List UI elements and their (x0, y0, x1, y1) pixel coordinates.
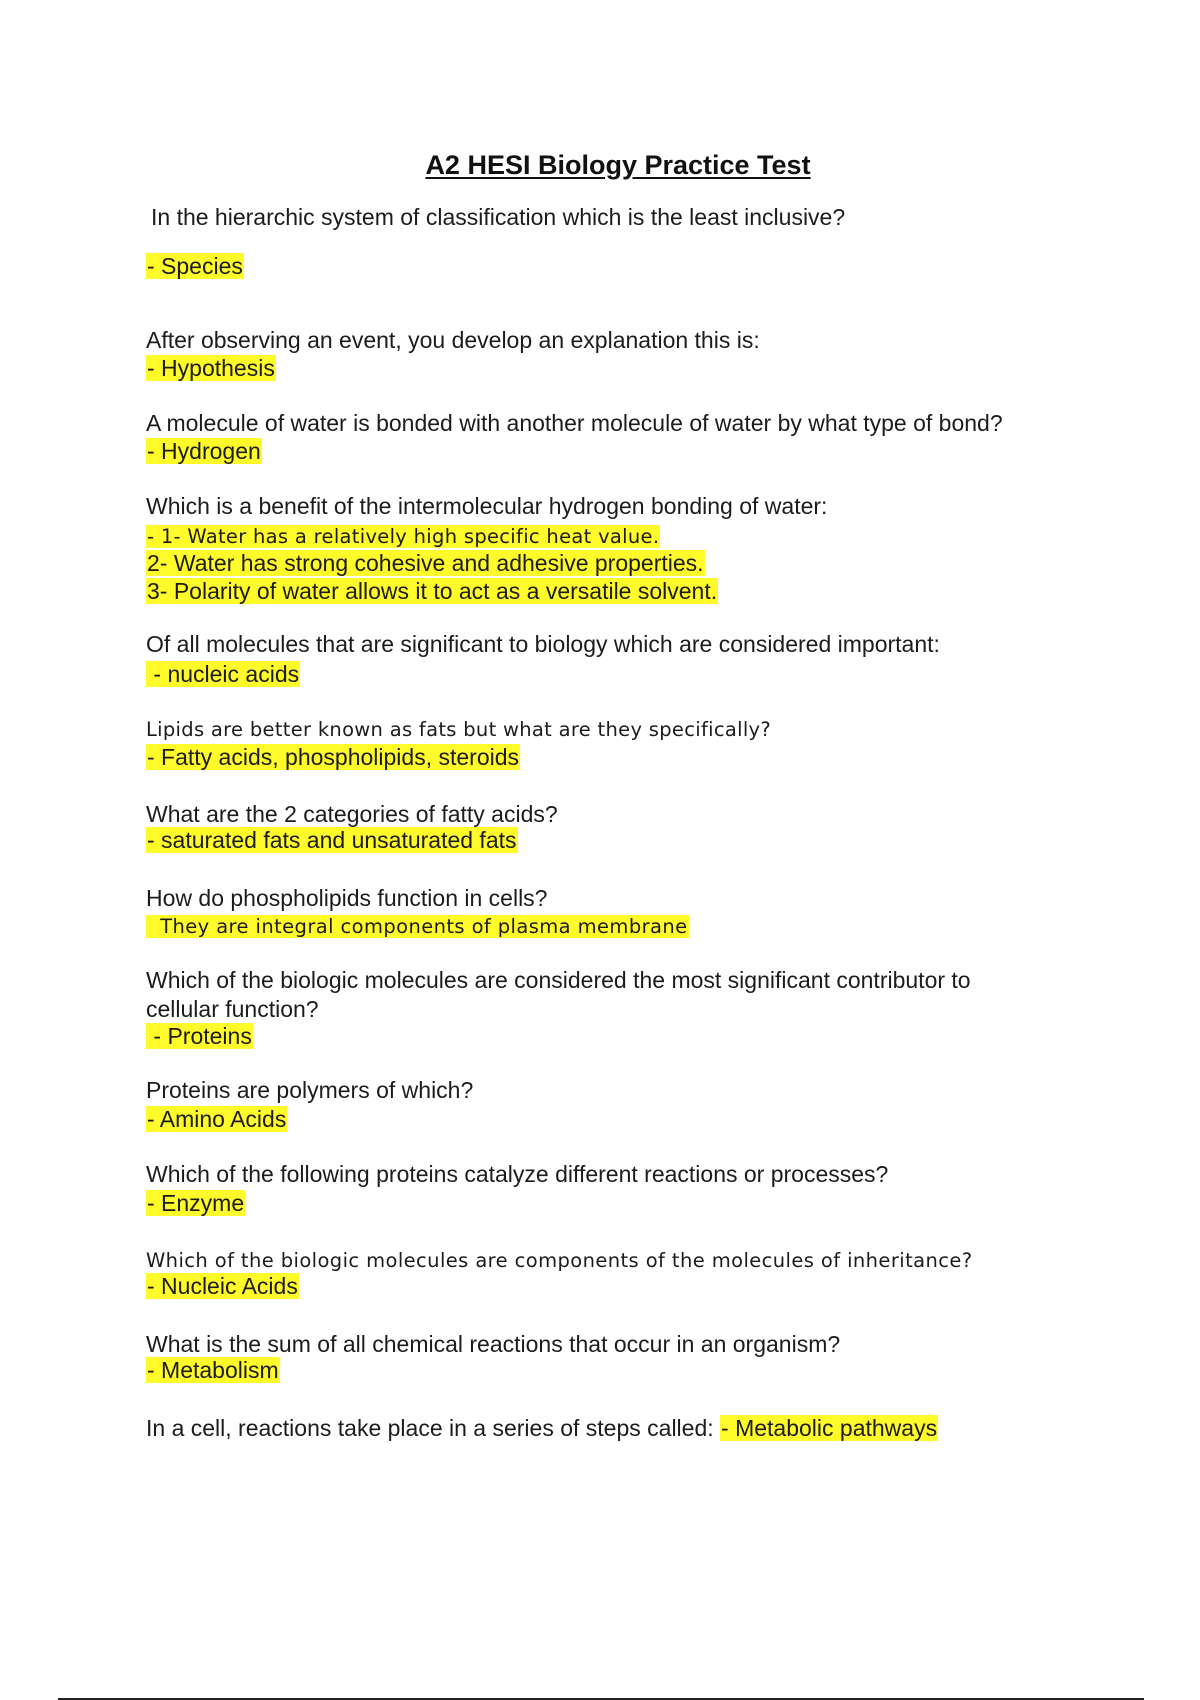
answer-10 (146, 1105, 287, 1133)
answer-4-line-1-highlight: - 1- Water has a relatively high specific heat value. (147, 525, 660, 548)
answer-12-highlight: - Nucleic Acids (147, 1273, 298, 1299)
question-9-line-1: Which of the biologic molecules are considered the most significant contributor to (146, 967, 971, 993)
answer-2-highlight: - Hypothesis (147, 355, 275, 381)
answer-10-highlight: - Amino Acids (147, 1106, 287, 1132)
question-6: Lipids are better known as fats but what are they specifically? (146, 718, 772, 741)
answer-4-line-2-highlight: 2- Water has strong cohesive and adhesive properties. (147, 550, 704, 576)
answer-11-highlight: - Enzyme (147, 1190, 245, 1216)
answer-1 (146, 252, 244, 280)
answer-4-line-2 (146, 549, 705, 577)
question-7: What are the 2 categories of fatty acids? (146, 801, 558, 827)
question-11: Which of the following proteins catalyze different reactions or processes? (146, 1161, 889, 1187)
answer-8-highlight: They are integral components of plasma membrane (147, 915, 688, 938)
answer-7 (146, 826, 518, 854)
answer-9-highlight: - Proteins (147, 1023, 252, 1049)
question-8: How do phospholipids function in cells? (146, 885, 548, 911)
answer-9 (146, 1022, 253, 1050)
question-3: A molecule of water is bonded with another molecule of water by what type of bond? (146, 410, 1003, 436)
question-14-text: In a cell, reactions take place in a series of steps called: (146, 1415, 714, 1441)
answer-8 (146, 911, 689, 941)
answer-3-highlight: - Hydrogen (147, 438, 261, 464)
page-title: A2 HESI Biology Practice Test (425, 150, 811, 180)
question-4: Which is a benefit of the intermolecular hydrogen bonding of water: (146, 493, 828, 519)
answer-2 (146, 354, 276, 382)
answer-4-line-1 (146, 521, 660, 551)
answer-5-highlight: - nucleic acids (147, 661, 300, 687)
answer-6 (146, 743, 520, 771)
question-2: After observing an event, you develop an explanation this is: (146, 327, 760, 353)
answer-5 (146, 660, 300, 688)
answer-12 (146, 1272, 299, 1300)
answer-11 (146, 1189, 245, 1217)
question-5: Of all molecules that are significant to biology which are considered important: (146, 631, 940, 657)
answer-4-line-3 (146, 577, 718, 605)
answer-14-highlight: - Metabolic pathways (721, 1415, 938, 1441)
answer-1-highlight: - Species (147, 253, 243, 279)
answer-6-highlight: - Fatty acids, phospholipids, steroids (147, 744, 520, 770)
answer-4-line-3-highlight: 3- Polarity of water allows it to act as a versatile solvent. (147, 578, 718, 604)
answer-3 (146, 437, 262, 465)
answer-7-highlight: - saturated fats and unsaturated fats (147, 827, 517, 853)
answer-13 (146, 1356, 280, 1384)
question-9-line-2: cellular function? (146, 996, 319, 1022)
question-14 (146, 1414, 938, 1442)
question-12: Which of the biologic molecules are components of the molecules of inheritance? (146, 1249, 973, 1272)
question-13: What is the sum of all chemical reactions that occur in an organism? (146, 1331, 841, 1357)
question-1: In the hierarchic system of classification which is the least inclusive? (151, 204, 846, 230)
answer-13-highlight: - Metabolism (147, 1357, 279, 1383)
question-10: Proteins are polymers of which? (146, 1077, 474, 1103)
